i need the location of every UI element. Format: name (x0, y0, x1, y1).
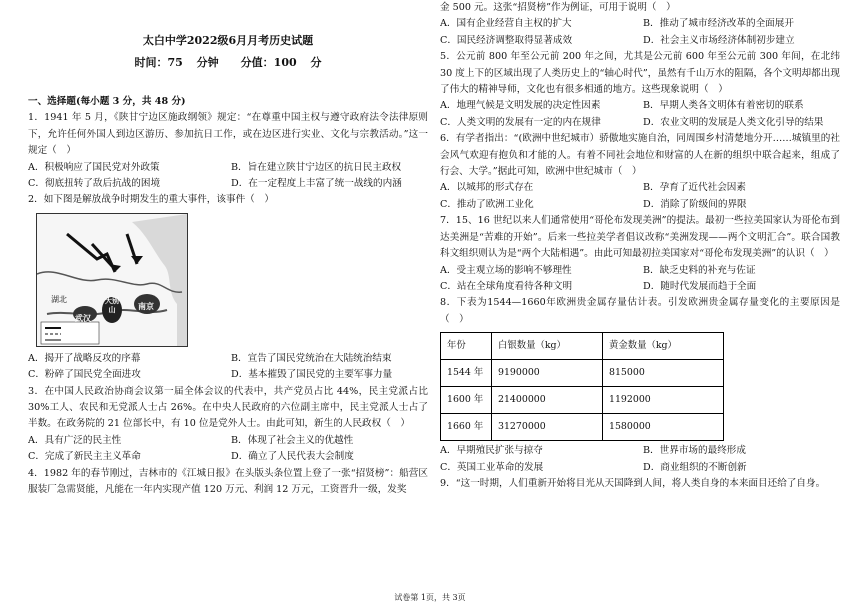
table-cell: 1660 年 (441, 414, 492, 441)
map-label-nanjing: 南京 (138, 300, 154, 311)
question-options (440, 443, 840, 476)
option-d[interactable]: D．农业文明的发展是人类文化引导的结果 (643, 116, 824, 128)
option-d[interactable]: D．随时代发展而趋于全面 (643, 280, 757, 292)
question-3 (28, 384, 428, 466)
war-map-graphic (37, 214, 187, 346)
question-stem: 8．下表为1544—1660年欧洲贵金属存量估计表。引发欧洲贵金属存量变化的主要原因是（ ） (440, 297, 840, 325)
question-options (28, 160, 428, 193)
question-stem: 1．1941 年 5 月，《陕甘宁边区施政纲领》规定：“在尊重中国主权与遵守政府法令法律原则下，允许任何外国人到边区游历、参加抗日工作，或在边区进行实业、文化与宗教活动。”这一规定（ ） (28, 112, 428, 157)
question-options (28, 351, 428, 384)
question-1 (28, 110, 428, 192)
option-a[interactable]: A．受主观立场的影响不够理性 (440, 264, 572, 276)
table-row (441, 387, 724, 414)
question-6 (440, 131, 840, 213)
table-row (441, 414, 724, 441)
option-c[interactable]: C．推动了欧洲工业化 (440, 198, 534, 210)
war-map (36, 213, 188, 347)
left-column (28, 0, 428, 499)
question-stem: 2．如下图是解放战争时期发生的重大事件，该事件（ ） (28, 194, 274, 206)
table-cell: 21400000 (492, 387, 603, 414)
option-a[interactable]: A．具有广泛的民主性 (28, 434, 122, 446)
question-stem: 5．公元前 800 年至公元前 200 年之间，尤其是公元前 600 年至公元前 300 年间，在北纬 30 度上下的区域出现了人类历史上的“轴心时代”，虽然有千山万水的阻隔，各个文明却都出现了伟大的精神导师，文化也有很多相通的地方。这些现象说明（ ） (440, 51, 840, 96)
metal-stock-table (440, 332, 724, 441)
question-stem: 4．1982 年的春节刚过，吉林市的《江城日报》在头版头条位置上登了一张“招贤榜”：船营区服装厂急需贤能，凡能在一年内实现产值 120 万元、利润 12 万元，工资晋升一级，发奖 (28, 467, 428, 496)
table-header: 白银数量（kg） (492, 333, 603, 360)
option-a[interactable]: A．早期殖民扩张与掠夺 (440, 445, 543, 457)
table-row (441, 360, 724, 387)
table-cell: 31270000 (492, 414, 603, 441)
map-label-dabieshan: 大别山 (105, 295, 119, 314)
question-4 (28, 466, 428, 499)
option-a[interactable]: A．国有企业经营自主权的扩大 (440, 18, 572, 30)
table-header-row (441, 333, 724, 360)
option-d[interactable]: D．基本摧毁了国民党的主要军事力量 (231, 369, 393, 381)
option-c[interactable]: C．国民经济调整取得显著成效 (440, 34, 573, 46)
question-5 (440, 49, 840, 131)
table-header: 年份 (441, 333, 492, 360)
question-options (440, 180, 840, 213)
option-c[interactable]: C．英国工业革命的发展 (440, 461, 544, 473)
table-cell: 1580000 (603, 414, 724, 441)
option-b[interactable]: B．早期人类各文明体有着密切的联系 (643, 100, 804, 112)
exam-subtitle: 时间：75 分钟 分值：100 分 (134, 56, 322, 69)
option-d[interactable]: D．社会主义市场经济体制初步建立 (643, 34, 795, 46)
question-stem: 3．在中国人民政治协商会议第一届全体会议的代表中，共产党员占比 44%，民主党派占比 30%工人、农民和无党派人士占 26%。在中央人民政府的六位副主席中，民主党派人士占了半数。在政务院的 21 位部长中，有 10 位是党外人士。由此可知，新生的人民政权（ ） (28, 385, 428, 430)
option-a[interactable]: A．揭开了战略反攻的序幕 (28, 352, 141, 364)
option-b[interactable]: B．孕育了近代社会因素 (643, 182, 746, 194)
table-cell: 1600 年 (441, 387, 492, 414)
question-4-continued (440, 0, 840, 49)
option-c[interactable]: C．人类文明的发展有一定的内在规律 (440, 116, 601, 128)
table-cell: 1544 年 (441, 360, 492, 387)
option-d[interactable]: D．确立了人民代表大会制度 (231, 451, 354, 463)
option-b[interactable]: B．缺乏史料的补充与佐证 (643, 264, 756, 276)
question-7 (440, 213, 840, 295)
option-a[interactable]: A．地理气候是文明发展的决定性因素 (440, 100, 601, 112)
question-stem: 金 500 元。这张“招贤榜”作为例证，可用于说明（ ） (440, 2, 676, 13)
table-header: 黄金数量（kg） (603, 333, 724, 360)
option-b[interactable]: B．体现了社会主义的优越性 (231, 434, 354, 446)
option-b[interactable]: B．旨在建立陕甘宁边区的抗日民主政权 (231, 161, 402, 173)
question-stem: 9．“这一时期，人们重新开始将目光从天国降到人间，将人类自身的本来面目还给了自身。 (440, 477, 826, 489)
table-cell: 9190000 (492, 360, 603, 387)
section-heading: 一、选择题(每小题 3 分，共 48 分) (28, 96, 186, 107)
option-c[interactable]: C．彻底扭转了敌后抗战的困境 (28, 178, 161, 190)
table-cell: 1192000 (603, 387, 724, 414)
page-footer: 试卷第 1页，共 3页 (394, 593, 466, 602)
map-label-wuhan: 武汉 (75, 312, 91, 323)
option-b[interactable]: B．世界市场的最终形成 (643, 445, 746, 457)
question-options (440, 98, 840, 131)
option-a[interactable]: A．积极响应了国民党对外政策 (28, 161, 160, 173)
option-a[interactable]: A．以城邦的形式存在 (440, 182, 534, 194)
question-options (440, 16, 840, 49)
question-options (28, 433, 428, 466)
exam-title: 太白中学2022级6月月考历史试题 (142, 34, 314, 47)
question-stem: 6．有学者指出：“(欧洲中世纪城市）骄傲地实施自治，同周围乡村清楚地分开……城镇里的社会风气欢迎有抱负和才能的人。有着不同社会地位和财富的人在新的组织中联合起来，组成了行会、大学。”据此可知，欧洲中世纪城市（ ） (440, 133, 840, 178)
option-d[interactable]: D．在一定程度上丰富了统一战线的内涵 (231, 178, 402, 190)
option-c[interactable]: C．完成了新民主主义革命 (28, 451, 141, 463)
right-column (440, 0, 840, 492)
question-2 (28, 192, 428, 383)
question-9 (440, 476, 840, 492)
option-b[interactable]: B．宣告了国民党统治在大陆统治结束 (231, 352, 392, 364)
option-b[interactable]: B．推动了城市经济改革的全面展开 (643, 18, 794, 30)
option-c[interactable]: C．粉碎了国民党全面进攻 (28, 369, 141, 381)
question-stem: 7．15、16 世纪以来人们通常使用“哥伦布发现美洲”的提法。最初一些拉美国家认为哥伦布到达美洲是“苦难的开始”。后来一些拉美学者倡议改称“美洲发现——两个文明汇合”。联合国教科文组织则认为是“两个大陆相遇”。由此可知最初拉美国家对“哥伦布发现美洲”的认识（ ） (440, 215, 840, 260)
option-c[interactable]: C．站在全球角度看待各种文明 (440, 280, 573, 292)
option-d[interactable]: D．商业组织的不断创新 (643, 461, 747, 473)
table-cell: 815000 (603, 360, 724, 387)
question-8 (440, 295, 840, 476)
question-options (440, 263, 840, 296)
option-d[interactable]: D．消除了阶级间的界限 (643, 198, 747, 210)
map-label-hubei: 湖北 (51, 294, 67, 304)
